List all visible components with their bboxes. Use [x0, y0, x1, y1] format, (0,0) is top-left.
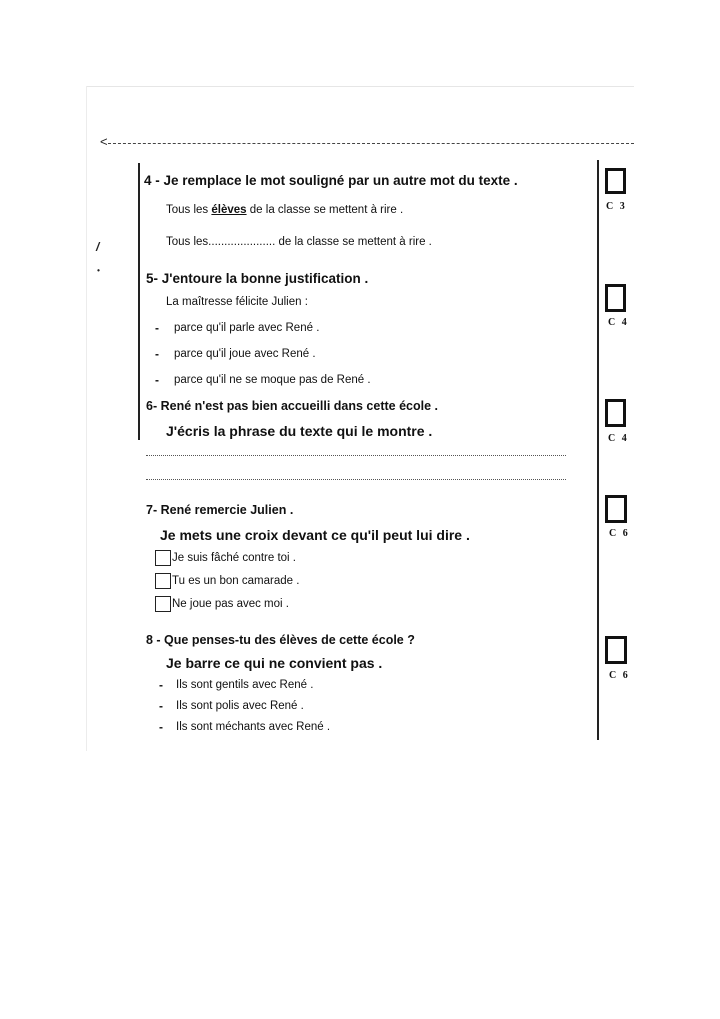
- q6-title: 6- René n'est pas bien accueilli dans cette école .: [146, 399, 438, 413]
- q8-option-2-dash: -: [159, 699, 163, 713]
- page-frame-left: [86, 86, 87, 751]
- q5-option-2[interactable]: parce qu'il joue avec René .: [174, 348, 316, 360]
- q8-option-3[interactable]: Ils sont méchants avec René .: [176, 721, 331, 733]
- q6-answer-line-2[interactable]: [146, 479, 566, 480]
- q5-option-1[interactable]: parce qu'il parle avec René .: [174, 322, 320, 334]
- q8-option-3-dash: -: [159, 720, 163, 734]
- cut-line: [108, 143, 634, 144]
- q7-instruction: Je mets une croix devant ce qu'il peut lui dire .: [160, 527, 470, 543]
- scan-dot: •: [97, 266, 100, 275]
- q6-instruction: J'écris la phrase du texte qui le montre .: [166, 423, 433, 439]
- q7-option-2: Tu es un bon camarade .: [172, 575, 300, 587]
- q7-score-box[interactable]: [605, 495, 627, 523]
- q5-score-box[interactable]: [605, 284, 626, 312]
- q5-score-label: C 4: [608, 317, 629, 328]
- q8-instruction: Je barre ce qui ne convient pas .: [166, 655, 383, 671]
- q4-sentence-after: de la classe se mettent à rire .: [246, 204, 404, 216]
- q5-option-3[interactable]: parce qu'il ne se moque pas de René .: [174, 374, 371, 386]
- q4-blank-sentence[interactable]: Tous les..................... de la classe se mettent à rire .: [166, 236, 432, 248]
- q6-score-label: C 4: [608, 433, 629, 444]
- q8-score-box[interactable]: [605, 636, 627, 664]
- q7-option-1: Je suis fâché contre toi .: [172, 552, 297, 564]
- margin-line-left: [138, 163, 140, 440]
- q8-score-label: C 6: [609, 670, 630, 681]
- q8-option-2[interactable]: Ils sont polis avec René .: [176, 700, 304, 712]
- q8-option-1[interactable]: Ils sont gentils avec René .: [176, 679, 314, 691]
- q7-checkbox-2[interactable]: [155, 573, 171, 589]
- q7-checkbox-3[interactable]: [155, 596, 171, 612]
- page-frame-top: [86, 86, 634, 87]
- q5-option-1-dash: -: [155, 321, 159, 335]
- q7-score-label: C 6: [609, 528, 630, 539]
- q4-underlined-word: élèves: [211, 204, 247, 216]
- q4-score-label: C 3: [606, 201, 627, 212]
- q7-option-3: Ne joue pas avec moi .: [172, 598, 289, 610]
- q5-title: 5- J'entoure la bonne justification .: [146, 271, 369, 286]
- q8-option-1-dash: -: [159, 678, 163, 692]
- margin-line-right: [597, 160, 599, 740]
- q4-score-box[interactable]: [605, 168, 626, 194]
- q7-title: 7- René remercie Julien .: [146, 503, 294, 517]
- q4-sentence-before: Tous les: [166, 204, 212, 216]
- q5-option-3-dash: -: [155, 373, 159, 387]
- q6-score-box[interactable]: [605, 399, 626, 427]
- q4-title: 4 - Je remplace le mot souligné par un autre mot du texte .: [144, 173, 518, 188]
- q4-sentence: [166, 204, 403, 216]
- cut-arrow: <: [100, 134, 108, 149]
- q7-checkbox-1[interactable]: [155, 550, 171, 566]
- q5-option-2-dash: -: [155, 347, 159, 361]
- scan-mark: /: [96, 240, 100, 254]
- q8-title: 8 - Que penses-tu des élèves de cette école ?: [146, 633, 415, 647]
- q6-answer-line-1[interactable]: [146, 455, 566, 456]
- q5-prompt: La maîtresse félicite Julien :: [166, 296, 308, 308]
